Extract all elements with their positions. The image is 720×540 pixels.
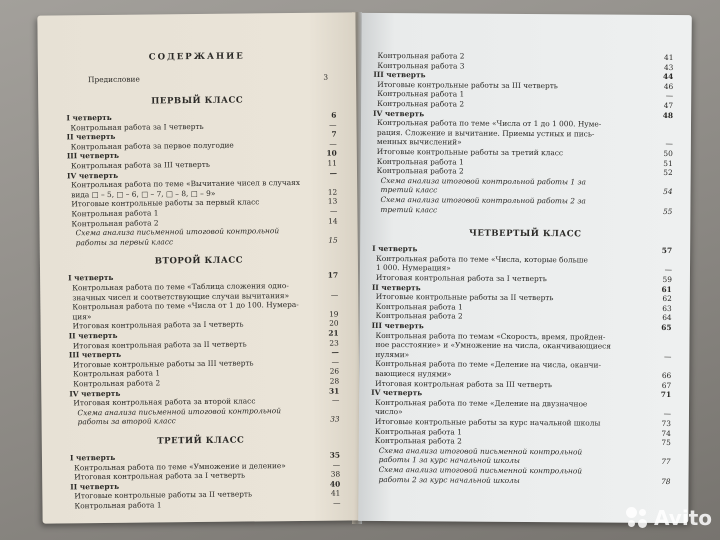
toc-entry-page: 61 [661,284,672,294]
toc-entry-page: 59 [662,274,672,285]
toc-entry-text: Контрольная работа 2 [377,98,465,109]
toc-entry-text: II четверть [371,282,421,292]
toc-entry-text: Контрольная работа 2 [376,166,464,176]
toc-entry-text: Контрольная работа по теме «Числа от 1 до 100. Нумера- [72,300,299,312]
toc-entry-text: Итоговые контрольные работы за третий класс [376,146,564,158]
toc-entry-page: — [663,351,672,361]
toc-entry-page: 65 [661,322,672,333]
toc-entry-page: 41 [330,488,341,499]
toc-entry-text: Контрольная работа по теме «Деление на двузначное [375,397,588,409]
toc-entry-text: рация. Сложение и вычитание. Приемы устных и пись- [376,127,595,139]
toc-entry-page: 43 [663,62,674,72]
toc-entry-text: Контрольная работа 2 [374,436,462,446]
toc-entry-page: 67 [661,380,672,390]
toc-entry-text: Контрольная работа за III четверть [70,159,210,171]
toc-entry-page: — [329,206,338,216]
toc-entry-text: Контрольная работа 1 [377,89,465,99]
toc-entry-page: — [329,139,337,149]
toc-entry-page: 14 [328,216,338,226]
toc-entry-text: Контрольная работа 1 [71,208,159,219]
toc-entry-page: 63 [662,303,672,313]
toc-entry-text: Контрольная работа по теме «Числа от 1 до 1 000. Нуме- [376,118,602,129]
toc-entry-text: IV четверть [373,108,425,118]
toc-entry-text: IV четверть [69,388,121,398]
toc-entry-page: 12 [327,187,338,197]
toc-entry-text: Контрольная работа по темам «Скорость, время, пройден- [375,330,606,342]
toc-entry-page: — [665,91,674,101]
toc-entry-text: вида □ – 5, □ – 6, □ – 7, □ – 8, □ – 9» [71,188,216,200]
toc-entry-text: работы 2 за курс начальной школы [378,474,520,485]
toc-entry-text: Итоговая контрольная работа за III четверть [375,378,552,389]
toc-entry [78,415,340,427]
section-first-grade: ПЕРВЫЙ КЛАСС [151,95,244,107]
toc-entry-text: Итоговая контрольная работа за I четверть [72,319,244,331]
toc-entry-text: Схема анализа итоговой письменной контрольной [378,464,583,476]
toc-entry-text: Контрольная работа за I четверть [70,121,204,132]
toc-entry-text: работы 1 за курс начальной школы [378,455,520,466]
section-second-grade: ВТОРОЙ КЛАСС [154,255,244,267]
toc-entry-page: 74 [661,428,671,438]
toc-entry-text: III четверть [371,320,424,331]
toc-entry-text: Контрольная работа за первое полугодие [70,140,234,152]
toc-entry-text: Контрольная работа 1 [74,500,162,511]
toc-entry-page: — [333,498,341,508]
avito-watermark [626,506,712,530]
toc-entry-page: 11 [327,158,337,168]
toc-entry-text: III четверть [66,151,120,161]
toc-entry-text: Контрольная работа 2 [73,378,161,389]
toc-entry-page: — [664,265,673,275]
watermark-text: Avito [654,506,712,530]
toc-entry-text: третий класс [380,185,438,195]
toc-entry-page: 26 [329,366,340,377]
toc-entry-page: 47 [663,100,674,111]
toc-entry-page: 38 [330,469,341,479]
contents-title: СОДЕРЖАНИЕ [148,51,245,63]
toc-entry-text: Итоговая контрольная работа за I четверть [74,470,246,482]
preface-entry: Предисловие 3 [87,72,329,85]
avito-logo-icon [626,507,648,529]
toc-entry-page: — [331,347,339,357]
toc-entry-page: — [665,139,673,149]
toc-entry-text: нулями» [375,349,410,359]
toc-entry-page: — [330,290,339,300]
toc-entry-page: 23 [329,338,339,348]
toc-entry-text: Контрольная работа 2 [375,311,463,321]
toc-entry-text: Итоговая контрольная работа за II четверть [72,339,247,350]
toc-entry-text: II четверть [68,330,118,341]
toc-entry [378,475,670,486]
toc-entry-page: 17 [327,270,339,281]
toc-entry-page: 51 [663,158,673,168]
toc-entry-page: 71 [660,390,672,400]
toc-entry-text: третий класс [380,204,438,214]
toc-entry-text: Контрольная работа по теме «Вычитание чисел в случаях [71,178,301,190]
toc-entry-text: Контрольная работа 1 [374,426,462,437]
toc-entry-text: Итоговые контрольные работы за курс начальной школы [374,416,601,428]
toc-entry-page: — [332,460,341,470]
toc-entry-page: 78 [661,476,671,486]
toc-entry-page: 28 [329,376,340,386]
toc-entry-text: II четверть [70,481,120,492]
toc-entry-page: 35 [329,450,341,460]
toc-entry-page: 48 [662,110,674,120]
toc-entry-text: Итоговые контрольные работы за III четверть [377,79,558,91]
toc-entry-text: Контрольная работа 2 [377,50,465,61]
toc-entry-text: II четверть [66,132,116,142]
toc-entry-text: Контрольная работа 1 [73,368,161,379]
toc-entry-page: — [663,409,672,419]
toc-entry-text: Итоговые контрольные работы за первый класс [71,197,260,209]
toc-entry-text: Контрольная работа 1 [375,301,463,312]
toc-entry-page: — [331,395,340,405]
toc-entry-text: Контрольная работа 3 [377,60,465,71]
toc-entry-text: число» [374,407,403,417]
toc-entry-text: менных вычислений» [376,137,462,147]
toc-entry-page: 21 [328,328,339,338]
section-third-grade: ТРЕТИЙ КЛАСС [157,435,245,447]
toc-entry-text: работы за второй класс [77,416,176,427]
toc-entry-text: I четверть [68,273,114,283]
toc-entry [76,235,338,247]
toc-entry [74,499,340,511]
toc-entry-page: 75 [661,438,671,448]
toc-entry-text: III четверть [68,350,122,360]
toc-entry-text: III четверть [373,70,426,80]
toc-entry-text: Итоговая контрольная работа за второй класс [73,396,256,408]
toc-entry-page: 50 [663,148,673,159]
right-page [358,13,692,523]
toc-entry-text: Итоговые контрольные работы за II четверть [375,292,554,303]
toc-entry-page: 73 [661,418,671,429]
toc-entry-page: 66 [661,370,672,381]
toc-entry-text: значных чисел и соответствующие случаи вычитания» [72,290,290,302]
toc-entry-text: Итоговые контрольные работы за III четверть [72,358,254,370]
toc-entry-text: I четверть [66,112,112,123]
toc-entry-text: Схема анализа итоговой контрольной работы 2 за [380,194,586,206]
toc-entry-page: 55 [662,206,673,216]
toc-entry-text: Контрольная работа по теме «Деление на числа, оканчи- [375,359,602,370]
toc-entry-page: 15 [328,235,338,245]
toc-entry-page: 20 [329,318,339,329]
toc-entry-page: — [329,120,337,130]
toc-entry-text: Схема анализа итоговой контрольной работы 1 за [380,175,586,187]
toc-entry-text: I четверть [69,452,116,463]
toc-entry-page: 64 [662,313,672,323]
toc-entry-text: IV четверть [371,388,423,398]
toc-entry-page: — [331,357,340,367]
toc-entry-page: 54 [663,187,673,197]
toc-entry-text: 1 000. Нумерация» [375,263,451,273]
toc-entry-text: Контрольная работа по теме «Числа, которые больше [376,253,588,265]
toc-entry-text: вающиеся нулями» [375,368,452,379]
toc-entry-page: 13 [327,196,338,207]
toc-entry-text: IV четверть [66,170,119,180]
toc-entry-text: Контрольная работа 2 [71,218,159,228]
toc-entry-page: 40 [329,479,341,489]
toc-entry-page: 77 [661,457,671,467]
toc-entry-page: 44 [663,72,674,82]
toc-entry-text: Схема анализа итоговой письменной контрольной [378,445,583,457]
toc-entry-page: 33 [330,414,340,425]
toc-entry-text: Итоговые контрольные работы за II четверть [74,489,253,501]
toc-entry-page: 57 [661,246,673,256]
toc-entry-page: 10 [326,148,337,159]
toc-entry [380,205,672,216]
toc-entry-text: I четверть [372,244,418,254]
toc-entry-page: 31 [328,386,340,396]
toc-entry-page: — [329,168,338,178]
toc-entry-page: 6 [331,110,337,120]
toc-entry-text: Контрольная работа 1 [376,156,464,167]
toc-entry-page: 7 [331,129,337,139]
toc-entry-text: ное расстояние» и «Умножение на числа, оканчивающиеся [375,340,611,351]
toc-entry-page: 52 [663,168,673,178]
toc-entry-text: Контрольная работа по теме «Таблица сложения одно- [72,281,289,293]
toc-entry-page: 46 [663,81,674,91]
toc-entry-text: работы за первый класс [75,237,174,248]
toc-entry-text: ция» [72,311,92,322]
toc-entry-page: 62 [662,294,672,304]
section-fourth-grade: ЧЕТВЕРТЫЙ КЛАСС [468,228,582,240]
left-page [37,12,360,523]
toc-entry-text: Схема анализа письменной итоговой контрольной [75,226,280,238]
toc-entry-text: Контрольная работа по теме «Умножение и деление» [74,460,286,472]
toc-entry-text: Схема анализа письменной итоговой контрольной [77,405,282,418]
toc-entry-page: 19 [329,309,339,319]
toc-entry-text: Итоговая контрольная работа за I четверть [375,272,547,284]
toc-entry-page: 41 [664,52,674,63]
